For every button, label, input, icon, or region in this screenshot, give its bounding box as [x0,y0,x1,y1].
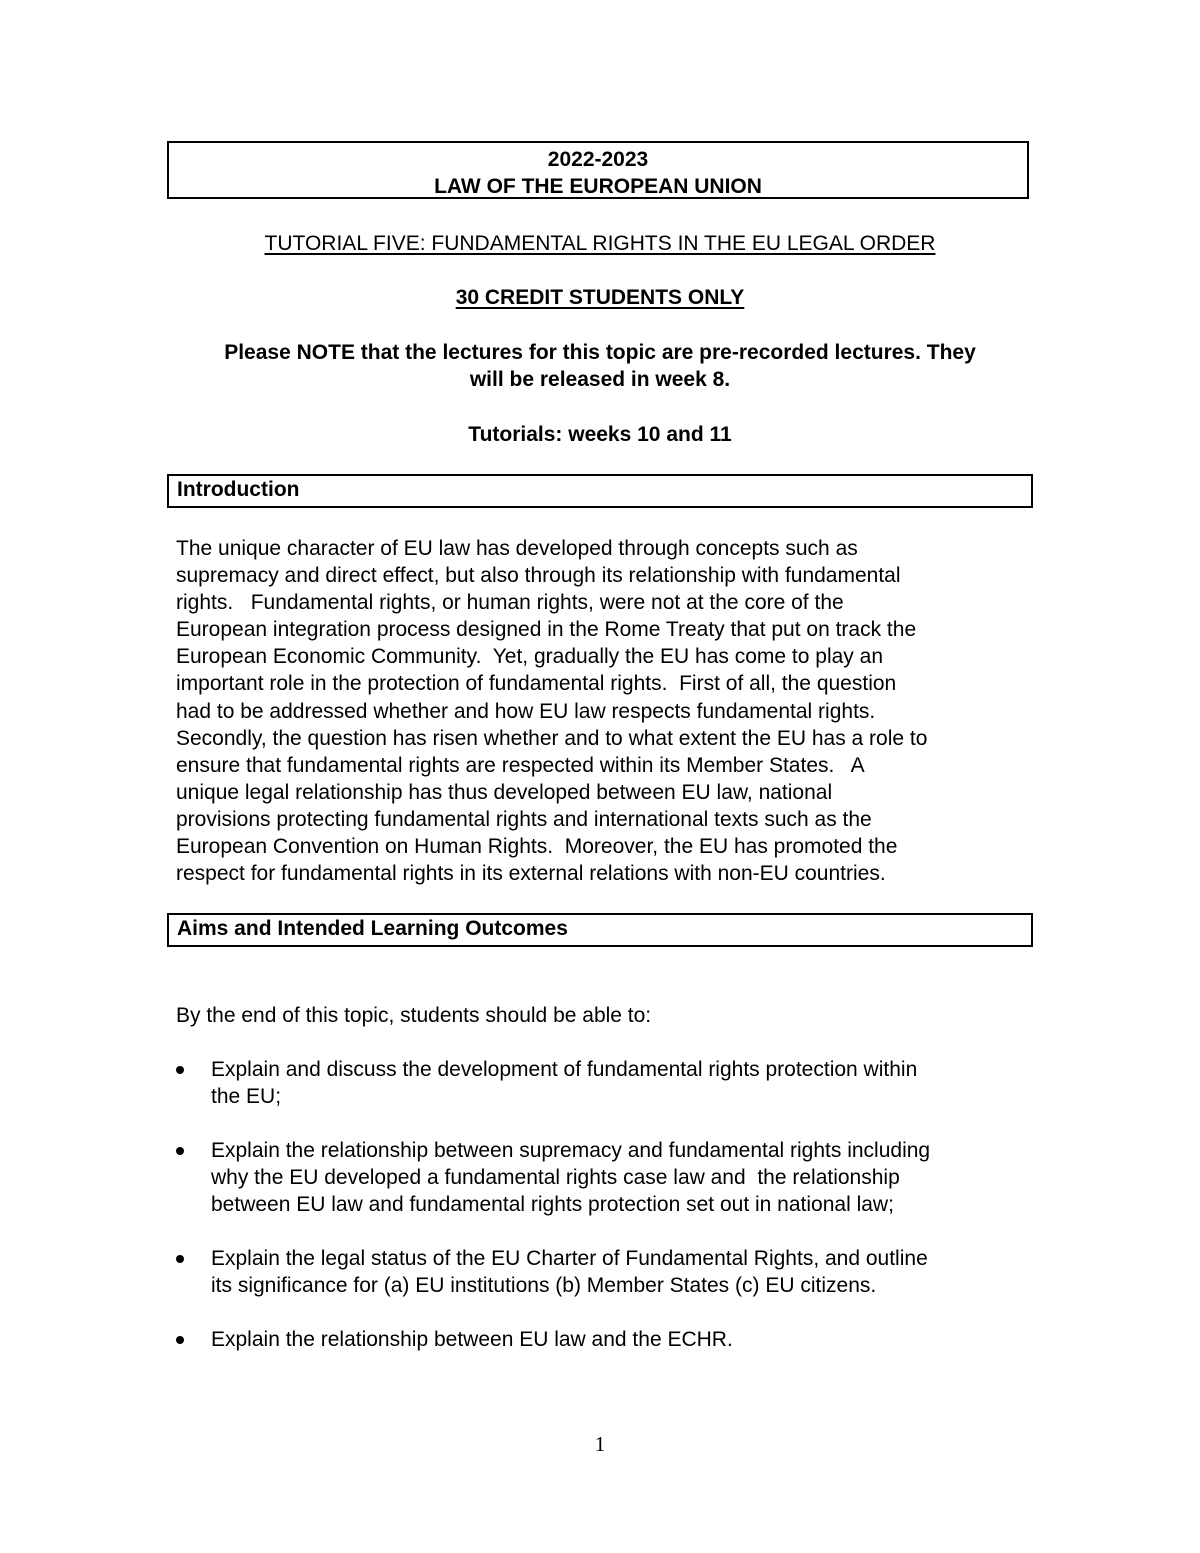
tutorial-title: TUTORIAL FIVE: FUNDAMENTAL RIGHTS IN THE EU LEGAL ORDER [264,232,936,255]
introduction-line: respect for fundamental rights in its external relations with non-EU countries. [176,862,886,886]
course-title: LAW OF THE EUROPEAN UNION [434,175,762,198]
bullet-icon [176,1066,184,1074]
learning-outcome-line: the EU; [211,1085,282,1108]
introduction-line: The unique character of EU law has developed through concepts such as [176,537,858,560]
lecture-note-line: Please NOTE that the lectures for this topic are pre-recorded lectures. They [224,341,976,364]
page-number: 1 [594,1432,606,1456]
learning-outcome-line: Explain the legal status of the EU Charter of Fundamental Rights, and outline [211,1247,928,1270]
learning-outcome-item [167,1326,1033,1353]
academic-year: 2022-2023 [547,148,649,171]
learning-outcome-item [167,1137,1033,1218]
introduction-line: unique legal relationship has thus developed between EU law, national [176,780,833,804]
learning-outcome-line: Explain the relationship between EU law and the ECHR. [211,1328,733,1351]
aims-lead: By the end of this topic, students should be able to: [176,1004,652,1027]
introduction-line: European Convention on Human Rights. Moreover, the EU has promoted the [176,835,898,859]
introduction-line: rights. Fundamental rights, or human rights, were not at the core of the [176,591,844,615]
introduction-line: important role in the protection of fundamental rights. First of all, the question [176,672,897,696]
learning-outcome-item [167,1056,1033,1110]
introduction-line: Secondly, the question has risen whether and to what extent the EU has a role to [176,726,928,750]
learning-outcome-line: why the EU developed a fundamental rights case law and the relationship [211,1166,900,1189]
introduction-body [176,535,1026,887]
lecture-note [167,339,1033,393]
learning-outcome-item [167,1245,1033,1299]
introduction-line: provisions protecting fundamental rights and international texts such as the [176,807,872,831]
introduction-line: ensure that fundamental rights are respected within its Member States. A [176,753,865,777]
learning-outcome-line: between EU law and fundamental rights protection set out in national law; [211,1193,894,1216]
course-header-box [167,141,1029,199]
audience-note: 30 CREDIT STUDENTS ONLY [455,286,745,309]
learning-outcomes-list [167,1056,1033,1380]
introduction-line: had to be addressed whether and how EU law respects fundamental rights. [176,699,876,723]
audience-wrap [167,284,1033,311]
introduction-line: European integration process designed in the Rome Treaty that put on track the [176,618,917,642]
learning-outcome-line: Explain and discuss the development of fundamental rights protection within [211,1058,918,1081]
aims-heading: Aims and Intended Learning Outcomes [167,913,1033,947]
introduction-heading: Introduction [167,474,1033,508]
learning-outcome-line: its significance for (a) EU institutions (b) Member States (c) EU citizens. [211,1274,877,1297]
bullet-icon [176,1255,184,1263]
introduction-line: European Economic Community. Yet, gradually the EU has come to play an [176,645,883,669]
tutorials-schedule: Tutorials: weeks 10 and 11 [468,423,732,446]
introduction-line: supremacy and direct effect, but also through its relationship with fundamental [176,564,901,588]
bullet-icon [176,1336,184,1344]
lecture-note-line: will be released in week 8. [469,368,731,391]
learning-outcome-line: Explain the relationship between supremacy and fundamental rights including [211,1139,931,1162]
bullet-icon [176,1147,184,1155]
tutorial-title-wrap [167,230,1033,257]
